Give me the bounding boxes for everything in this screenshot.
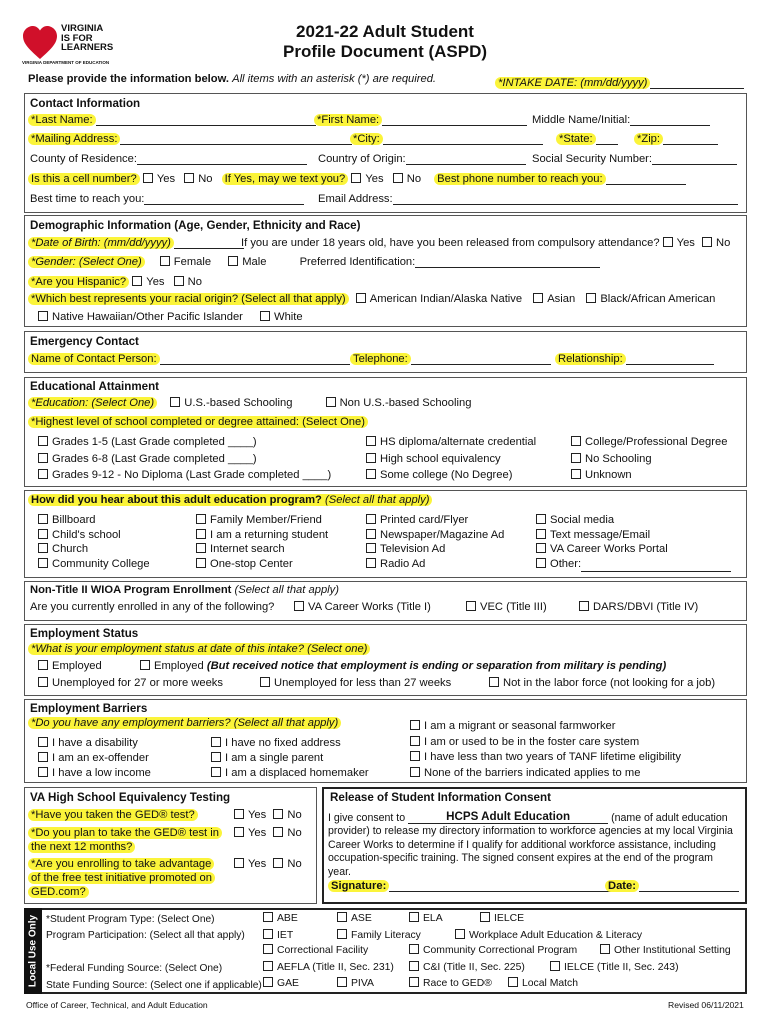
intro-bold: Please provide the information below. bbox=[28, 73, 229, 85]
country-label: Country of Origin: bbox=[318, 153, 406, 165]
date-field[interactable] bbox=[639, 891, 739, 892]
first-name-field[interactable] bbox=[382, 125, 527, 126]
dob-field[interactable] bbox=[174, 248, 244, 249]
hear-text-checkbox[interactable] bbox=[536, 529, 546, 539]
state-field[interactable] bbox=[596, 144, 618, 145]
hear-billboard-checkbox[interactable] bbox=[38, 514, 48, 524]
highest-label: *Highest level of school completed or degree attained: (Select One) bbox=[28, 416, 368, 428]
pref-label: Preferred Identification: bbox=[299, 256, 416, 268]
ela-checkbox[interactable] bbox=[409, 912, 419, 922]
mailing-label: *Mailing Address: bbox=[28, 133, 120, 145]
pref-field[interactable] bbox=[415, 267, 600, 268]
not-labor-checkbox[interactable] bbox=[489, 677, 499, 687]
under18-label: If you are under 18 years old, have you been released from compulsory attendance? bbox=[241, 237, 660, 249]
cell-label: Is this a cell number? bbox=[28, 173, 140, 185]
barrier-disability-label: I have a disability bbox=[52, 737, 138, 749]
hs-equivalency-checkbox[interactable] bbox=[366, 453, 376, 463]
correctional-label: Correctional Facility bbox=[277, 945, 369, 956]
hear-flyer-checkbox[interactable] bbox=[366, 514, 376, 524]
title-line2: Profile Document (ASPD) bbox=[282, 42, 488, 61]
wioa-title1-label: VA Career Works (Title I) bbox=[308, 601, 431, 613]
ged-q3-yes-label: Yes bbox=[248, 858, 267, 870]
hear-portal-label: VA Career Works Portal bbox=[550, 543, 668, 556]
female-checkbox[interactable] bbox=[160, 256, 170, 266]
race-white-label: White bbox=[274, 311, 303, 323]
hear-other-checkbox[interactable] bbox=[536, 558, 546, 568]
hear-internet-checkbox[interactable] bbox=[196, 543, 206, 553]
ged-q2a: *Do you plan to take the GED® test in bbox=[28, 827, 222, 839]
intro-italic: All items with an asterisk (*) are required. bbox=[232, 73, 437, 85]
aefla-label: AEFLA (Title II, Sec. 231) bbox=[277, 962, 394, 973]
local-match-checkbox[interactable] bbox=[508, 977, 518, 987]
hear-childs-school-label: Child's school bbox=[52, 528, 121, 541]
release-body-1: provider) to release my directory information to workforce agencies at my local Virginia bbox=[328, 825, 733, 837]
contact-name-label: Name of Contact Person: bbox=[28, 353, 160, 365]
ci-checkbox[interactable] bbox=[409, 961, 419, 971]
hear-childs-school-checkbox[interactable] bbox=[38, 529, 48, 539]
race-label: *Which best represents your racial origin? (Select all that apply) bbox=[28, 293, 349, 305]
college-degree-label: College/Professional Degree bbox=[585, 436, 728, 448]
barrier-lowincome-label: I have a low income bbox=[52, 767, 151, 779]
abe-label: ABE bbox=[277, 913, 298, 924]
title-line1: 2021-22 Adult Student bbox=[296, 22, 474, 41]
grades-6-8-label: Grades 6-8 (Last Grade completed ____) bbox=[52, 452, 257, 465]
relationship-label: Relationship: bbox=[555, 353, 626, 365]
last-name-label: *Last Name: bbox=[28, 114, 96, 126]
barrier-tanf-checkbox[interactable] bbox=[410, 751, 420, 761]
race-native-checkbox[interactable] bbox=[356, 293, 366, 303]
grades-1-5-label: Grades 1-5 (Last Grade completed ____) bbox=[52, 436, 257, 448]
hear-community-college-checkbox[interactable] bbox=[38, 558, 48, 568]
grades-9-12-checkbox[interactable] bbox=[38, 469, 48, 479]
local-match-label: Local Match bbox=[522, 978, 579, 989]
middle-name-field[interactable] bbox=[630, 125, 710, 126]
cell-no-label: No bbox=[198, 173, 213, 185]
unemployed-27-checkbox[interactable] bbox=[38, 677, 48, 687]
race-to-ged-label: Race to GED® bbox=[423, 978, 492, 989]
ase-checkbox[interactable] bbox=[337, 912, 347, 922]
text-yes-checkbox[interactable] bbox=[351, 173, 361, 183]
release-name-note: (name of adult education bbox=[611, 812, 728, 824]
other-institutional-label: Other Institutional Setting bbox=[614, 945, 731, 956]
first-name-label: *First Name: bbox=[314, 114, 382, 126]
state-funding-label: State Funding Source: (Select one if applicable) bbox=[46, 979, 262, 991]
some-college-label: Some college (No Degree) bbox=[380, 469, 513, 481]
hispanic-label: *Are you Hispanic? bbox=[28, 276, 129, 288]
family-literacy-label: Family Literacy bbox=[351, 930, 421, 941]
hispanic-yes-checkbox[interactable] bbox=[132, 276, 142, 286]
hear-social-label: Social media bbox=[550, 514, 615, 526]
hear-tv-checkbox[interactable] bbox=[366, 543, 376, 553]
release-org[interactable]: HCPS Adult Education bbox=[408, 810, 608, 824]
ged-q1-no-checkbox[interactable] bbox=[273, 809, 283, 819]
barrier-disability-checkbox[interactable] bbox=[38, 737, 48, 747]
hear-church-checkbox[interactable] bbox=[38, 543, 48, 553]
ase-label: ASE bbox=[351, 913, 372, 924]
program-type-label: *Student Program Type: (Select One) bbox=[46, 914, 215, 925]
employed-notice-note: (But received notice that employment is ending or separation from military is pending) bbox=[206, 660, 667, 672]
wioa-vec-label: VEC (Title III) bbox=[480, 601, 547, 613]
hear-note: (Select all that apply) bbox=[325, 494, 430, 506]
ged-title: VA High School Equivalency Testing bbox=[30, 791, 231, 804]
demo-title: Demographic Information (Age, Gender, Ethnicity and Race) bbox=[30, 219, 361, 232]
male-checkbox[interactable] bbox=[228, 256, 238, 266]
email-field[interactable] bbox=[393, 204, 738, 205]
hear-text-label: Text message/Email bbox=[550, 528, 651, 541]
grades-6-8-checkbox[interactable] bbox=[38, 453, 48, 463]
hear-returning-label: I am a returning student bbox=[210, 528, 329, 541]
last-name-field[interactable] bbox=[96, 125, 316, 126]
hs-equivalency-label: High school equivalency bbox=[380, 452, 501, 465]
piva-label: PIVA bbox=[351, 978, 374, 989]
under18-no-label: No bbox=[716, 237, 731, 249]
barrier-tanf-label: I have less than two years of TANF lifetime eligibility bbox=[424, 751, 681, 763]
employ-title: Employment Status bbox=[30, 627, 139, 640]
ssn-field[interactable] bbox=[652, 164, 737, 165]
ged-q3b: of the free test initiative promoted on bbox=[28, 872, 215, 884]
footer-revised: Revised 06/11/2021 bbox=[668, 1000, 744, 1010]
ielce-243-label: IELCE (Title II, Sec. 243) bbox=[564, 962, 679, 973]
barrier-none-label: None of the barriers indicated applies to me bbox=[424, 766, 641, 779]
ged-q1: *Have you taken the GED® test? bbox=[28, 809, 198, 821]
us-school-checkbox[interactable] bbox=[170, 397, 180, 407]
ged-q3-no-label: No bbox=[287, 858, 302, 870]
iet-checkbox[interactable] bbox=[263, 929, 273, 939]
hispanic-yes-label: Yes bbox=[146, 276, 165, 288]
barrier-none-checkbox[interactable] bbox=[410, 767, 420, 777]
state-label: *State: bbox=[556, 133, 596, 145]
hear-other-field[interactable] bbox=[581, 571, 731, 572]
release-title: Release of Student Information Consent bbox=[330, 791, 551, 804]
intake-date-field[interactable] bbox=[650, 88, 744, 89]
correctional-checkbox[interactable] bbox=[263, 944, 273, 954]
ged-q2-no-checkbox[interactable] bbox=[273, 827, 283, 837]
hispanic-no-checkbox[interactable] bbox=[174, 276, 184, 286]
family-literacy-checkbox[interactable] bbox=[337, 929, 347, 939]
race-native-label: American Indian/Alaska Native bbox=[369, 293, 523, 305]
federal-funding-label: *Federal Funding Source: (Select One) bbox=[46, 963, 223, 975]
ielce-243-checkbox[interactable] bbox=[550, 961, 560, 971]
cell-no-checkbox[interactable] bbox=[184, 173, 194, 183]
barrier-noaddress-checkbox[interactable] bbox=[211, 737, 221, 747]
contact-title: Contact Information bbox=[30, 97, 141, 110]
ielce-label: IELCE bbox=[494, 913, 525, 924]
education-label: *Education: (Select One) bbox=[28, 397, 157, 409]
workplace-label: Workplace Adult Education & Literacy bbox=[469, 930, 643, 941]
race-black-label: Black/African American bbox=[600, 293, 716, 305]
release-body-4: year. bbox=[328, 865, 351, 878]
text-yes-label: Yes bbox=[365, 173, 384, 185]
under18-yes-checkbox[interactable] bbox=[663, 237, 673, 247]
grades-9-12-label: Grades 9-12 - No Diploma (Last Grade completed ____) bbox=[52, 469, 332, 481]
hear-internet-label: Internet search bbox=[210, 543, 285, 556]
middle-name-label: Middle Name/Initial: bbox=[532, 114, 631, 126]
unknown-label: Unknown bbox=[585, 469, 632, 481]
barrier-homemaker-label: I am a displaced homemaker bbox=[225, 767, 369, 779]
ged-q3a: *Are you enrolling to take advantage bbox=[28, 858, 214, 870]
grades-1-5-checkbox[interactable] bbox=[38, 436, 48, 446]
employed-notice-label: Employed bbox=[154, 660, 204, 672]
aefla-checkbox[interactable] bbox=[263, 961, 273, 971]
race-hawaiian-checkbox[interactable] bbox=[38, 311, 48, 321]
hear-flyer-label: Printed card/Flyer bbox=[380, 514, 469, 526]
abe-checkbox[interactable] bbox=[263, 912, 273, 922]
ged-q3c: GED.com? bbox=[28, 886, 89, 898]
zip-label: *Zip: bbox=[634, 133, 663, 145]
hear-radio-checkbox[interactable] bbox=[366, 558, 376, 568]
hear-onestop-checkbox[interactable] bbox=[196, 558, 206, 568]
logo-line3: LEARNERS bbox=[61, 42, 114, 53]
employed-label: Employed bbox=[52, 660, 102, 672]
community-correctional-label: Community Correctional Program bbox=[423, 945, 578, 956]
best-time-label: Best time to reach you: bbox=[30, 193, 145, 205]
male-label: Male bbox=[242, 256, 267, 268]
race-asian-checkbox[interactable] bbox=[533, 293, 543, 303]
race-asian-label: Asian bbox=[547, 293, 576, 305]
wioa-question: Are you currently enrolled in any of the following? bbox=[30, 601, 275, 613]
edu-title: Educational Attainment bbox=[30, 380, 160, 393]
county-label: County of Residence: bbox=[30, 153, 137, 165]
community-correctional-checkbox[interactable] bbox=[409, 944, 419, 954]
hear-tv-label: Television Ad bbox=[380, 543, 446, 556]
logo-sub: VIRGINIA DEPARTMENT OF EDUCATION bbox=[22, 60, 110, 65]
hear-billboard-label: Billboard bbox=[52, 514, 96, 526]
employed-notice-checkbox[interactable] bbox=[140, 660, 150, 670]
ci-label: C&I (Title II, Sec. 225) bbox=[423, 962, 525, 973]
intake-date-label: *INTAKE DATE: (mm/dd/yyyy) bbox=[495, 77, 650, 89]
barrier-singleparent-checkbox[interactable] bbox=[211, 752, 221, 762]
county-field[interactable] bbox=[137, 164, 307, 165]
dob-label: *Date of Birth: (mm/dd/yyyy) bbox=[28, 237, 174, 249]
text-no-label: No bbox=[406, 173, 422, 185]
relationship-field[interactable] bbox=[626, 364, 714, 365]
hear-returning-checkbox[interactable] bbox=[196, 529, 206, 539]
signature-field[interactable] bbox=[389, 891, 611, 892]
barrier-foster-label: I am or used to be in the foster care system bbox=[424, 735, 640, 748]
logo-line2: IS FOR bbox=[61, 32, 93, 44]
wioa-vec-checkbox[interactable] bbox=[466, 601, 476, 611]
wioa-title: Non-Title II WIOA Program Enrollment bbox=[30, 584, 232, 596]
unemployed-lt27-checkbox[interactable] bbox=[260, 677, 270, 687]
ged-q3-no-checkbox[interactable] bbox=[273, 858, 283, 868]
race-black-checkbox[interactable] bbox=[586, 293, 596, 303]
some-college-checkbox[interactable] bbox=[366, 469, 376, 479]
zip-field[interactable] bbox=[663, 144, 718, 145]
barrier-migrant-label: I am a migrant or seasonal farmworker bbox=[424, 720, 616, 732]
piva-checkbox[interactable] bbox=[337, 977, 347, 987]
barrier-migrant-checkbox[interactable] bbox=[410, 720, 420, 730]
ged-q2b: the next 12 months? bbox=[28, 841, 135, 853]
hear-newspaper-label: Newspaper/Magazine Ad bbox=[380, 528, 505, 541]
race-white-checkbox[interactable] bbox=[260, 311, 270, 321]
text-no-checkbox[interactable] bbox=[393, 173, 403, 183]
under18-no-checkbox[interactable] bbox=[702, 237, 712, 247]
contact-name-field[interactable] bbox=[160, 364, 350, 365]
footer-office: Office of Career, Technical, and Adult Education bbox=[26, 1000, 208, 1010]
release-body-3: occupation-specific training. The signed consent expires at the end of the program bbox=[328, 852, 713, 864]
city-field[interactable] bbox=[383, 144, 543, 145]
gae-label: GAE bbox=[277, 978, 299, 989]
nonus-school-label: Non U.S.-based Schooling bbox=[339, 397, 472, 409]
ged-q2-yes-label: Yes bbox=[248, 827, 267, 839]
wioa-title1-checkbox[interactable] bbox=[294, 601, 304, 611]
ged-q1-yes-checkbox[interactable] bbox=[234, 809, 244, 819]
wioa-dars-checkbox[interactable] bbox=[579, 601, 589, 611]
wioa-note: (Select all that apply) bbox=[234, 584, 339, 596]
no-schooling-checkbox[interactable] bbox=[571, 453, 581, 463]
city-label: *City: bbox=[350, 133, 383, 145]
hear-newspaper-checkbox[interactable] bbox=[366, 529, 376, 539]
under18-yes-label: Yes bbox=[676, 237, 695, 249]
iet-label: IET bbox=[277, 930, 294, 941]
hs-diploma-label: HS diploma/alternate credential bbox=[380, 436, 537, 448]
hispanic-no-label: No bbox=[187, 276, 202, 288]
hear-community-college-label: Community College bbox=[52, 558, 150, 571]
hear-family-label: Family Member/Friend bbox=[210, 514, 322, 526]
hear-portal-checkbox[interactable] bbox=[536, 543, 546, 553]
no-schooling-label: No Schooling bbox=[585, 452, 652, 465]
release-body-2: Career Works to determine if I qualify for additional workforce assistance, including bbox=[328, 838, 716, 851]
college-degree-checkbox[interactable] bbox=[571, 436, 581, 446]
program-participation-label: Program Participation: (Select all that apply) bbox=[46, 930, 245, 942]
ged-q1-no-label: No bbox=[287, 809, 302, 821]
ssn-label: Social Security Number: bbox=[532, 153, 652, 165]
unemployed-27-label: Unemployed for 27 or more weeks bbox=[52, 677, 223, 689]
hear-radio-label: Radio Ad bbox=[380, 558, 426, 571]
hs-diploma-checkbox[interactable] bbox=[366, 436, 376, 446]
not-labor-label: Not in the labor force (not looking for a job) bbox=[503, 677, 716, 689]
local-use-label: Local Use Only bbox=[27, 914, 39, 988]
barrier-noaddress-label: I have no fixed address bbox=[225, 737, 341, 749]
ielce-checkbox[interactable] bbox=[480, 912, 490, 922]
best-phone-label: Best phone number to reach you: bbox=[434, 173, 605, 185]
telephone-field[interactable] bbox=[411, 364, 551, 365]
barrier-homemaker-checkbox[interactable] bbox=[211, 767, 221, 777]
barrier-lowincome-checkbox[interactable] bbox=[38, 767, 48, 777]
best-phone-field[interactable] bbox=[606, 184, 686, 185]
mailing-field[interactable] bbox=[120, 144, 352, 145]
hear-other-label: Other: bbox=[550, 558, 582, 571]
release-give: I give consent to bbox=[328, 812, 406, 824]
ged-q2-yes-checkbox[interactable] bbox=[234, 827, 244, 837]
barriers-question: *Do you have any employment barriers? (Select all that apply) bbox=[28, 717, 341, 729]
us-school-label: U.S.-based Schooling bbox=[184, 397, 293, 409]
hear-social-checkbox[interactable] bbox=[536, 514, 546, 524]
cell-yes-checkbox[interactable] bbox=[143, 173, 153, 183]
barrier-exoffender-label: I am an ex-offender bbox=[52, 752, 149, 764]
workplace-checkbox[interactable] bbox=[455, 929, 465, 939]
cell-yes-label: Yes bbox=[156, 173, 176, 185]
barrier-exoffender-checkbox[interactable] bbox=[38, 752, 48, 762]
race-hawaiian-label: Native Hawaiian/Other Pacific Islander bbox=[52, 311, 243, 323]
other-institutional-checkbox[interactable] bbox=[600, 944, 610, 954]
unemployed-lt27-label: Unemployed for less than 27 weeks bbox=[274, 677, 452, 689]
logo-line1: VIRGINIA bbox=[61, 23, 104, 34]
ged-q2-no-label: No bbox=[287, 827, 302, 839]
ged-q1-yes-label: Yes bbox=[248, 809, 267, 821]
ela-label: ELA bbox=[423, 913, 443, 924]
best-time-field[interactable] bbox=[144, 204, 304, 205]
telephone-label: Telephone: bbox=[350, 353, 411, 365]
hear-church-label: Church bbox=[52, 543, 89, 556]
email-label: Email Address: bbox=[318, 193, 393, 205]
date-label: Date: bbox=[605, 880, 639, 892]
text-label: If Yes, may we text you? bbox=[222, 173, 349, 185]
unknown-checkbox[interactable] bbox=[571, 469, 581, 479]
ged-q3-yes-checkbox[interactable] bbox=[234, 858, 244, 868]
employ-question: *What is your employment status at date of this intake? (Select one) bbox=[28, 643, 370, 655]
race-to-ged-checkbox[interactable] bbox=[409, 977, 419, 987]
emergency-title: Emergency Contact bbox=[30, 335, 139, 348]
barriers-title: Employment Barriers bbox=[30, 702, 148, 715]
wioa-dars-label: DARS/DBVI (Title IV) bbox=[593, 601, 699, 613]
hear-onestop-label: One-stop Center bbox=[210, 558, 293, 571]
barrier-foster-checkbox[interactable] bbox=[410, 736, 420, 746]
gender-label: *Gender: (Select One) bbox=[28, 256, 145, 268]
hear-title: How did you hear about this adult education program? bbox=[31, 494, 322, 506]
nonus-school-checkbox[interactable] bbox=[326, 397, 336, 407]
hear-family-checkbox[interactable] bbox=[196, 514, 206, 524]
country-field[interactable] bbox=[406, 164, 526, 165]
barrier-singleparent-label: I am a single parent bbox=[225, 752, 324, 764]
gae-checkbox[interactable] bbox=[263, 977, 273, 987]
female-label: Female bbox=[173, 256, 212, 268]
employed-checkbox[interactable] bbox=[38, 660, 48, 670]
signature-label: Signature: bbox=[328, 880, 389, 892]
